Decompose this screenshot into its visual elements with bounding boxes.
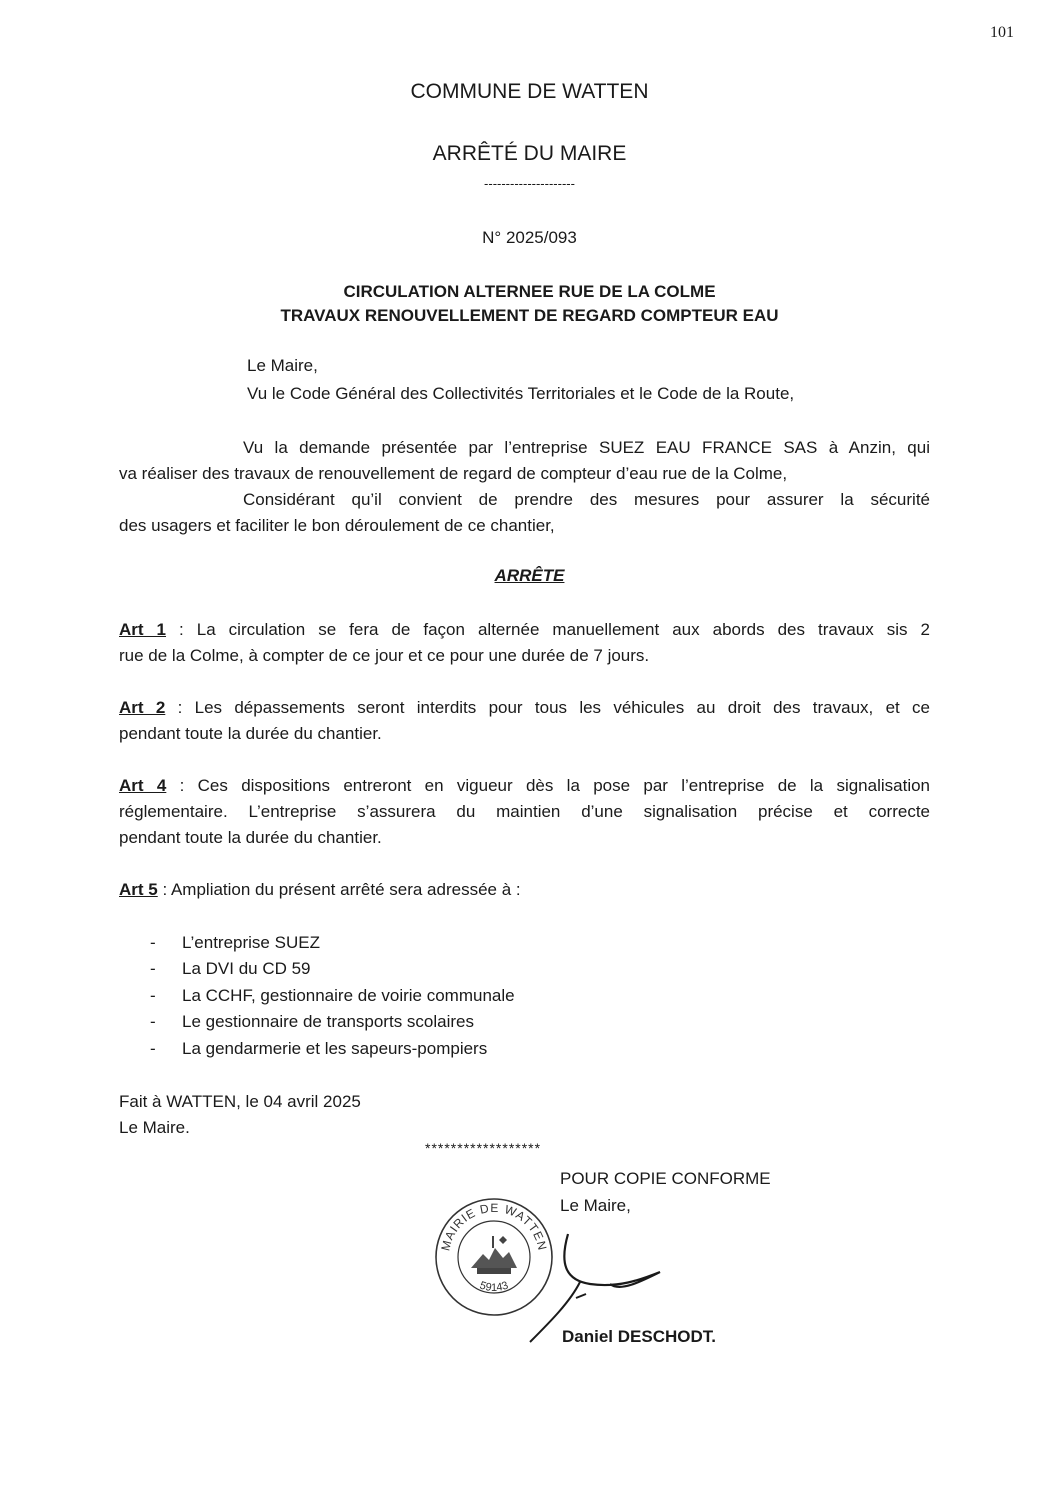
closing-mayor: Le Maire. [119, 1118, 190, 1137]
article-4-line-3: pendant toute la durée du chantier. [119, 828, 382, 847]
vu-demande-line-2: va réaliser des travaux de renouvellement de regard de compteur d’eau rue de la Colme, [119, 464, 788, 483]
list-bullet: - [150, 959, 156, 978]
article-4-line-2: réglementaire. L’entreprise s’assurera du maintien d’une signalisation précise et correcte [119, 802, 930, 821]
article-2-label: Art 2 [119, 698, 166, 717]
article-1-line-2: rue de la Colme, à compter de ce jour et ce pour une durée de 7 jours. [119, 646, 650, 665]
subject-line-1: CIRCULATION ALTERNEE RUE DE LA COLME [343, 282, 716, 301]
considerant-line-1: Considérant qu’il convient de prendre des mesures pour assurer la sécurité [243, 490, 930, 509]
article-2-line-2: pendant toute la durée du chantier. [119, 724, 382, 743]
list-bullet: - [150, 986, 156, 1005]
signatory-name: Daniel DESCHODT. [562, 1327, 716, 1346]
svg-text:59143: 59143 [478, 1279, 510, 1294]
list-item: Le gestionnaire de transports scolaires [182, 1012, 474, 1031]
svg-text:MAIRIE DE WATTEN: MAIRIE DE WATTEN [438, 1200, 550, 1253]
stars-separator: ****************** [425, 1140, 542, 1156]
article-5-line-1 [119, 880, 521, 900]
document-title: ARRÊTÉ DU MAIRE [432, 142, 627, 165]
list-item: La gendarmerie et les sapeurs-pompiers [182, 1039, 488, 1058]
list-item: L’entreprise SUEZ [182, 933, 320, 952]
article-5-text: : Ampliation du présent arrêté sera adressée à : [157, 880, 521, 899]
considerant-line-2: des usagers et faciliter le bon déroulement de ce chantier, [119, 516, 555, 535]
article-4-text: : Ces dispositions entreront en vigueur dès la pose par l’entreprise de la signalisation [166, 776, 931, 795]
page-number: 101 [990, 24, 1014, 41]
article-2-text: : Les dépassements seront interdits pour tous les véhicules au droit des travaux, et ce [165, 698, 930, 717]
list-item: La CCHF, gestionnaire de voirie communale [182, 986, 515, 1005]
place-date: Fait à WATTEN, le 04 avril 2025 [119, 1092, 361, 1111]
article-4-line-1 [119, 776, 930, 796]
list-bullet: - [150, 1039, 156, 1058]
copie-mayor: Le Maire, [560, 1196, 631, 1215]
article-1-line-1 [119, 620, 930, 640]
article-4-label: Art 4 [119, 776, 167, 795]
article-1-label: Art 1 [119, 620, 167, 639]
commune-title: COMMUNE DE WATTEN [410, 80, 649, 103]
title-separator: --------------------- [484, 176, 575, 191]
article-2-line-1 [119, 698, 930, 718]
list-bullet: - [150, 933, 156, 952]
vu-demande-line-1: Vu la demande présentée par l’entreprise SUEZ EAU FRANCE SAS à Anzin, qui [243, 438, 930, 457]
preamble-vu-code: Vu le Code Général des Collectivités Territoriales et le Code de la Route, [247, 384, 795, 403]
list-bullet: - [150, 1012, 156, 1031]
article-1-text: : La circulation se fera de façon alternée manuellement aux abords des travaux sis 2 [166, 620, 930, 639]
list-item: La DVI du CD 59 [182, 959, 311, 978]
subject-line-2: TRAVAUX RENOUVELLEMENT DE REGARD COMPTEUR EAU [280, 306, 779, 325]
article-5-label: Art 5 [119, 880, 158, 899]
preamble-le-maire: Le Maire, [247, 356, 318, 375]
arrete-heading: ARRÊTE [494, 566, 565, 585]
copie-conforme: POUR COPIE CONFORME [560, 1169, 771, 1188]
arrete-number: N° 2025/093 [482, 228, 577, 247]
